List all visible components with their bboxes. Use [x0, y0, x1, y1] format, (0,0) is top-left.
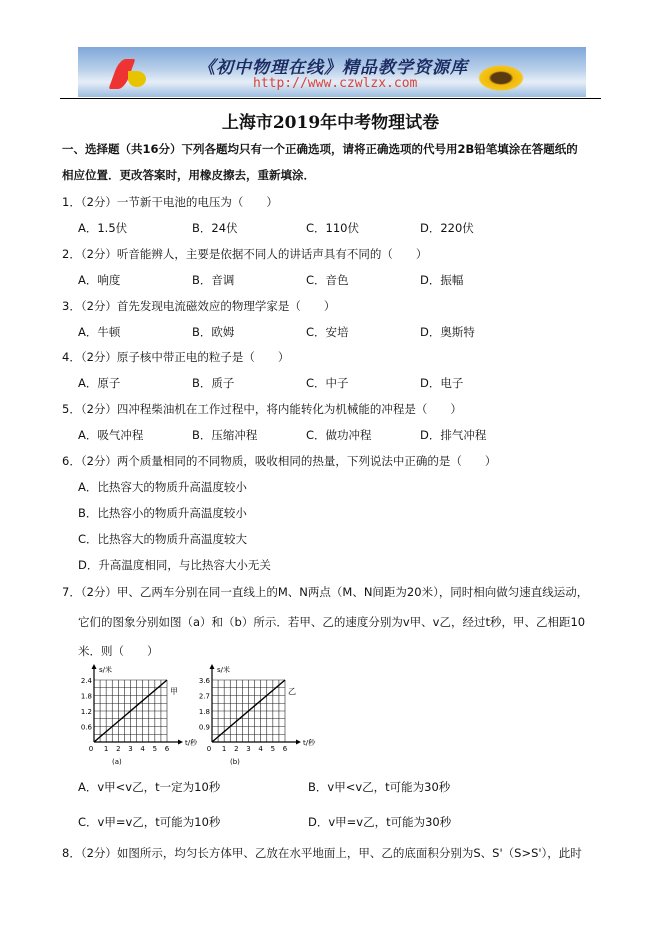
question-2-option-d: D．振幅	[420, 273, 464, 287]
x-tick-label: 5	[270, 745, 276, 753]
question-5-option-a: A．吸气冲程	[78, 428, 144, 442]
question-2-option-b: B．音调	[192, 273, 235, 287]
question-4-text: 4．（2分）原子核中带正电的粒子是（ ）	[62, 350, 290, 364]
question-2-option-c: C．音色	[306, 273, 349, 287]
question-6-option-d: D．升高温度相同，与比热容大小无关	[78, 558, 271, 572]
x-tick-label: 0	[88, 745, 94, 753]
q7-option-a: A．v甲<v乙，t一定为10秒	[78, 780, 221, 794]
question-4-option-b: B．质子	[192, 376, 235, 390]
section-instructions-line2: 相应位置．更改答案时，用橡皮擦去，重新填涂．	[62, 168, 315, 182]
section-instructions-line1: 一、选择题（共16分）下列各题均只有一个正确选项，请将正确选项的代号用2B铅笔填涂在答题纸的	[62, 142, 578, 156]
x-axis-arrow-icon	[178, 740, 183, 745]
x-tick-label: 6	[164, 745, 170, 753]
series-label: 乙	[288, 687, 296, 696]
x-axis-label: t/秒	[303, 739, 316, 747]
question-1-option-a: A．1.5伏	[78, 221, 128, 235]
question-1-option-d: D．220伏	[420, 221, 474, 235]
x-tick-label: 1	[221, 745, 227, 753]
q7-line3: 米．则（ ）	[78, 644, 159, 658]
q7-option-c: C．v甲=v乙，t可能为10秒	[78, 815, 221, 829]
question-3-text: 3．（2分）首先发现电流磁效应的物理学家是（ ）	[62, 299, 336, 313]
q7-option-b: B．v甲<v乙，t可能为30秒	[308, 780, 451, 794]
x-tick-label: 5	[152, 745, 158, 753]
question-6-text: 6．（2分）两个质量相同的不同物质，吸收相同的热量，下列说法中正确的是（ ）	[62, 454, 497, 468]
logo-icon-yellow	[128, 71, 146, 87]
banner-url: http://www.czwlzx.com	[253, 76, 418, 91]
question-1-option-b: B．24伏	[192, 221, 238, 235]
y-tick-label: 0.6	[80, 723, 92, 732]
question-2-option-a: A．响度	[78, 273, 121, 287]
y-axis-arrow-icon	[210, 664, 215, 669]
question-3-option-b: B．欧姆	[192, 325, 235, 339]
y-axis-arrow-icon	[92, 664, 97, 669]
y-tick-label: 1.2	[80, 708, 92, 716]
q7-option-d: D．v甲=v乙，t可能为30秒	[308, 815, 452, 829]
question-4-option-d: D．电子	[420, 376, 464, 390]
question-5-option-d: D．排气冲程	[420, 428, 487, 442]
y-axis-label: s/米	[99, 666, 113, 674]
q7-graphs	[80, 662, 320, 772]
question-2-text: 2．（2分）听音能辨人，主要是依据不同人的讲话声具有不同的（ ）	[62, 247, 428, 261]
chart-caption: (b)	[230, 758, 240, 766]
banner-title: 《初中物理在线》精品教学资源库	[198, 58, 468, 78]
x-tick-label: 4	[140, 745, 145, 753]
x-tick-label: 3	[128, 745, 133, 753]
header-divider	[60, 98, 601, 99]
x-axis-label: t/秒	[185, 739, 198, 747]
y-tick-label: 2.4	[80, 677, 92, 685]
question-5-option-c: C．做功冲程	[306, 428, 372, 442]
question-5-option-b: B．压缩冲程	[192, 428, 258, 442]
question-3-option-c: C．安培	[306, 325, 349, 339]
question-3-option-a: A．牛顿	[78, 325, 121, 339]
site-banner	[78, 47, 586, 97]
sunflower-image	[478, 65, 524, 91]
x-tick-label: 2	[234, 745, 239, 753]
y-tick-label: 0.9	[198, 723, 210, 732]
chart-caption: (a)	[112, 758, 122, 766]
series-label: 甲	[170, 687, 178, 696]
x-tick-label: 6	[282, 745, 288, 753]
x-tick-label: 2	[116, 745, 121, 753]
x-tick-label: 4	[258, 745, 263, 753]
q7-line2: 它们的图象分别如图（a）和（b）所示．若甲、乙的速度分别为v甲、v乙，经过t秒，甲、乙相距10	[78, 615, 586, 629]
question-6-option-c: C．比热容大的物质升高温度较大	[78, 532, 248, 546]
x-tick-label: 0	[206, 745, 212, 753]
x-axis-arrow-icon	[296, 740, 301, 745]
q7-line1: 7．（2分）甲、乙两车分别在同一直线上的M、N两点（M、N间距为20米），同时相向做匀速直线运动，	[62, 585, 589, 599]
x-tick-label: 1	[103, 745, 109, 753]
x-tick-label: 3	[246, 745, 251, 753]
question-3-option-d: D．奥斯特	[420, 325, 475, 339]
question-1-option-c: C．110伏	[306, 221, 359, 235]
question-1-text: 1．（2分）一节新干电池的电压为（ ）	[62, 195, 278, 209]
question-6-option-b: B．比热容小的物质升高温度较小	[78, 506, 247, 520]
question-6-option-a: A．比热容大的物质升高温度较小	[78, 480, 247, 494]
y-tick-label: 2.7	[198, 692, 210, 701]
y-tick-label: 3.6	[198, 677, 210, 685]
question-4-option-c: C．中子	[306, 376, 349, 390]
q8-text: 8．（2分）如图所示，均匀长方体甲、乙放在水平地面上，甲、乙的底面积分别为S、S'（S>S'），此时	[62, 846, 582, 860]
y-axis-label: s/米	[217, 666, 231, 674]
y-tick-label: 1.8	[198, 708, 210, 716]
y-tick-label: 1.8	[80, 692, 92, 701]
page-title: 上海市2019年中考物理试卷	[221, 113, 440, 133]
question-4-option-a: A．原子	[78, 376, 121, 390]
question-5-text: 5．（2分）四冲程柴油机在工作过程中，将内能转化为机械能的冲程是（ ）	[62, 402, 462, 416]
